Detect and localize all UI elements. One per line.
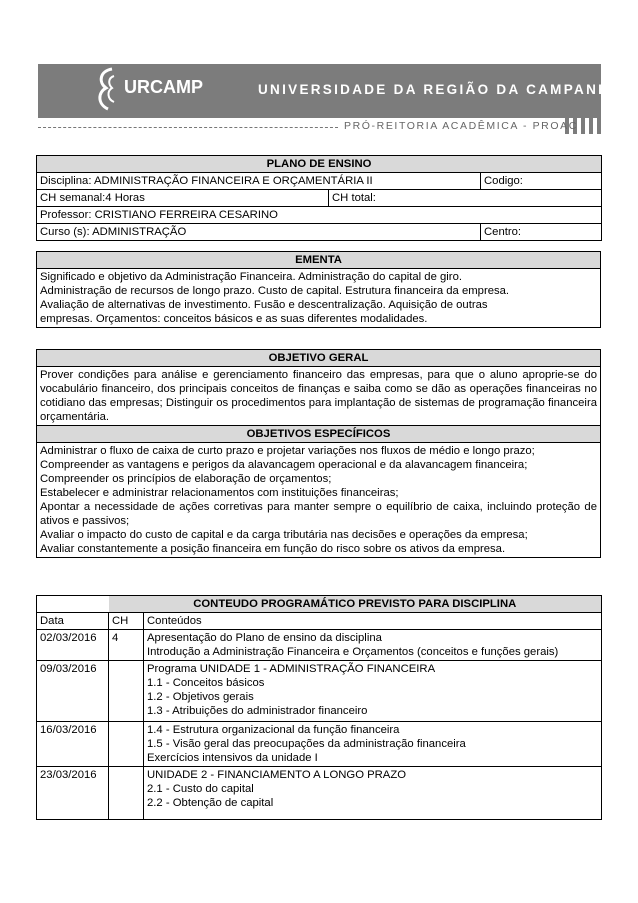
objetivos-table xyxy=(36,349,601,558)
row-date: 23/03/2016 xyxy=(37,767,109,820)
row-contents xyxy=(144,661,602,722)
objetivo-item: Avaliar o impacto do custo de capital e da carga tributária nas decisões e operações da empresa; xyxy=(40,529,528,541)
conteudo-table xyxy=(36,595,602,820)
ementa-body xyxy=(37,269,601,328)
content-line: 1.2 - Objetivos gerais xyxy=(147,691,254,703)
content-line: 1.4 - Estrutura organizacional da função financeira xyxy=(147,724,400,736)
disciplina-cell: Disciplina: ADMINISTRAÇÃO FINANCEIRA E ORÇAMENTÁRIA II xyxy=(37,173,481,190)
urcamp-logo-icon xyxy=(94,66,126,112)
objetivo-item: Apontar a necessidade de ações corretivas para manter sempre o equilíbrio de caixa, incluindo proteção de ativos e passivos; xyxy=(40,501,597,527)
ch-semanal-cell: CH semanal:4 Horas xyxy=(37,190,329,207)
ementa-title: EMENTA xyxy=(37,252,601,269)
content-line: Programa UNIDADE 1 - ADMINISTRAÇÃO FINANCEIRA xyxy=(147,663,436,675)
ementa-line: Administração de recursos de longo prazo. Custo de capital. Estrutura financeira da empresa. xyxy=(40,285,510,297)
header-divider xyxy=(38,127,338,128)
content-line: 2.2 - Obtenção de capital xyxy=(147,797,274,809)
row-contents xyxy=(144,767,602,820)
row-ch xyxy=(109,767,144,820)
row-date: 09/03/2016 xyxy=(37,661,109,722)
row-contents xyxy=(144,630,602,661)
row-date: 16/03/2016 xyxy=(37,722,109,767)
content-line: Apresentação do Plano de ensino da disciplina xyxy=(147,632,382,644)
objetivo-item: Compreender os princípios de elaboração de orçamentos; xyxy=(40,473,332,485)
conteudo-title: CONTEUDO PROGRAMÁTICO PREVISTO PARA DISCIPLINA xyxy=(109,596,602,613)
content-line: 1.5 - Visão geral das preocupações da administração financeira xyxy=(147,738,466,750)
table-row xyxy=(37,630,602,661)
row-date: 02/03/2016 xyxy=(37,630,109,661)
ementa-line: empresas. Orçamentos: conceitos básicos e as suas diferentes modalidades. xyxy=(40,313,428,325)
row-ch: 4 xyxy=(109,630,144,661)
content-line: 1.3 - Atribuições do administrador financeiro xyxy=(147,705,368,717)
table-row xyxy=(37,722,602,767)
plano-title: PLANO DE ENSINO xyxy=(37,156,602,173)
objetivo-item: Administrar o fluxo de caixa de curto prazo e projetar variações nos fluxos de médio e longo prazo; xyxy=(40,445,535,457)
objetivos-especificos-title: OBJETIVOS ESPECÍFICOS xyxy=(37,426,601,443)
ementa-line: Avaliação de alternativas de investimento. Fusão e descentralização. Aquisição de outras xyxy=(40,299,488,311)
col-header-conteudos: Conteúdos xyxy=(144,613,602,630)
objetivo-geral-title: OBJETIVO GERAL xyxy=(37,350,601,367)
ch-total-cell: CH total: xyxy=(329,190,602,207)
logo-text: URCAMP xyxy=(124,77,203,97)
col-header-ch: CH xyxy=(109,613,144,630)
ementa-table xyxy=(36,251,601,328)
curso-cell: Curso (s): ADMINISTRAÇÃO xyxy=(37,224,481,241)
university-name: UNIVERSIDADE DA REGIÃO DA CAMPANHA xyxy=(258,82,623,97)
table-row xyxy=(37,767,602,820)
row-contents xyxy=(144,722,602,767)
table-row xyxy=(37,661,602,722)
codigo-cell: Codigo: xyxy=(481,173,602,190)
conteudo-title-spacer xyxy=(37,596,109,613)
ementa-line: Significado e objetivo da Administração Financeira. Administração do capital de giro. xyxy=(40,271,462,283)
professor-cell: Professor: CRISTIANO FERREIRA CESARINO xyxy=(37,207,602,224)
objetivo-item: Estabelecer e administrar relacionamentos com instituições financeiras; xyxy=(40,487,399,499)
plano-table xyxy=(36,155,602,241)
row-ch xyxy=(109,661,144,722)
row-ch xyxy=(109,722,144,767)
content-line: 2.1 - Custo do capital xyxy=(147,783,254,795)
objetivo-item: Avaliar constantemente a posição financeira em função do risco sobre os ativos da empresa. xyxy=(40,543,506,555)
content-line: UNIDADE 2 - FINANCIAMENTO A LONGO PRAZO xyxy=(147,769,407,781)
content-line: 1.1 - Conceitos básicos xyxy=(147,677,265,689)
pro-reitoria: PRÓ-REITORIA ACADÊMICA - PROAC xyxy=(344,120,578,132)
objetivo-geral-text: Prover condições para análise e gerenciamento financeiro das empresas, para que o aluno aproprie-se do vocabulário financeiro, dos principais conceitos de finanças e saiba como se dão as operações financeiras no cotidiano das empresas; Distinguir os procedimentos para implantação de sistemas de programação financeira orçamentária. xyxy=(37,367,601,426)
centro-cell: Centro: xyxy=(481,224,602,241)
content-line: Exercícios intensivos da unidade I xyxy=(147,752,318,764)
objetivos-especificos-body xyxy=(37,443,601,558)
col-header-data: Data xyxy=(37,613,109,630)
objetivo-item: Compreender as vantagens e perigos da alavancagem operacional e da alavancagem financeira; xyxy=(40,459,528,471)
content-line: Introdução a Administração Financeira e Orçamentos (conceitos e funções gerais) xyxy=(147,646,559,658)
